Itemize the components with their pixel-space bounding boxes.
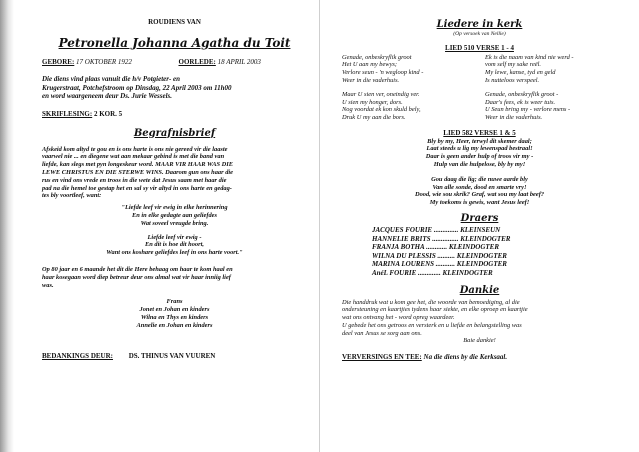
hymn-line: Gou daag die lig; die nuwe aarde bly [431,175,528,183]
bearer-dots: .......... [437,251,456,260]
thanks-line: wat ons ontvang het - word opreg waardeer. [342,314,455,322]
hymn-line: Laat steeds u lig my lewenspad bestraal! [426,145,533,153]
hymn1-right-column [485,54,617,122]
hymn-line: Daar is geen ander hulp of troos vir my - [425,153,534,161]
thanks-line: U gebede het ons getroos en versterk en u liefde en belangstelling was [342,321,522,329]
poem-line: Want ons koshare geliefdes leef in ons harte voort." [106,249,243,257]
tribute-line: Afskeid kom altyd te gou en is ons harte is ons nie gereed vir die laaste [42,145,228,153]
hymn-line: Weer in die vaderhuis. [485,114,543,122]
dates-row [42,58,307,67]
memorial-heading: ROUDIENS VAN [148,18,201,26]
bearer-dots: .............. [433,225,459,234]
left-page [0,0,319,452]
hymn-line: Bly by my, Heer, terwyl dit skemer daal; [427,137,532,145]
bearer-row [372,260,617,269]
hymn-line: U sien my honger, dors. [342,98,403,106]
refreshments-label: VERVERSINGS EN TEE: [342,353,422,362]
hymn-line: Is nutteloos verspeel. [485,76,540,84]
service-details [42,75,307,101]
hymn1-title: LIED 510 VERSE 1 - 4 [445,44,514,52]
family-line: Jonet en Johan en kinders [139,306,210,314]
bearer-row [372,252,617,261]
service-line: Krugerstraat, Potchefstroom op Dinsdag, 22 April 2003 om 11h00 [42,83,232,92]
thanks-close: Baie dankie! [463,337,496,345]
hymn-line: Daar's fees, ek is weer tuis. [485,98,556,106]
service-line: Die diens vind plaas vanuit die h/v Potgieter- en [42,75,181,84]
hymn-line: Dood, wie sou skrik? Graf, wat sou my laat beef? [414,191,545,199]
hymn-line: Nog voordat ek kon skuld bely, [342,106,421,114]
thanks-by-label: BEDANKINGS DEUR: [42,351,113,360]
bearer-relation: KLEINDOGTER [456,251,507,260]
poem-line: Wat soveel vreugde bring. [140,219,209,227]
hymn-line: My lewe, kanse, tyd en geld [485,69,556,77]
poem [42,204,307,257]
scripture-reading [42,110,307,119]
hymns-heading: Liedere in kerk [436,19,523,30]
bearer-name: HANNELIE BRITS [372,234,431,243]
tribute-line: pad na die hemel toe gestap het en sal sy vir altyd in ons harte en gedag- [42,184,232,192]
hymn-line: My toekoms is gewis, want Jesus leef! [429,199,530,207]
family-list [42,298,307,329]
closing-line: haar kosegaan word diep betreur deur ons almal wat vir haar inniig lief [42,273,231,281]
hymn1-verses [342,54,617,122]
tribute-line: vaarwel nie ... en diegene wat aan mekaar gebind is met die band van [42,153,225,161]
hymn2-title: LIED 582 VERSE 1 & 5 [443,128,516,137]
tribute-line: liefde, kan slegs met pyn longeskeur word. MAAR VIR HAAR WAS DIE [42,161,233,169]
deceased-name: Petronella Johanna Agatha du Toit [58,35,291,50]
right-page [320,0,639,452]
bearer-dots: ............... [432,234,459,243]
poem-line: "Liefde leef vir ewig in elke herinnering [121,204,228,212]
poem-line: En in elke gedagte aan geliefdes [131,211,218,219]
bearers-heading: Draers [460,212,499,224]
bearer-relation: KLEINDOGTER [456,260,507,269]
bearer-dots: ............ [426,243,448,252]
tribute-text [42,146,307,201]
bearer-relation: KLEINSEUN [460,225,501,234]
bearer-dots: ........... [435,260,456,269]
died-label: OORLEDE: [178,57,216,66]
hymn-line: Van alle sonde, dood en smarte vry! [432,183,527,191]
tribute-line: LEWE CHRISTUS EN DIE STERWE WINS. Daarom gun ons haar die [42,168,234,176]
hymns-subheading: (Op versoek van Nellie) [453,31,506,37]
bearer-relation: KLEINDOGTER [460,234,511,243]
thanks-line: ondersteuning en kaartjies tydens haar siekte, en elke oproep en kaartjie [342,306,528,314]
hymn1-left-column [342,54,474,122]
hymn-line: Verlore seun - 'n wegloop kind - [342,69,424,77]
refreshments-value: Na die diens by die Kerksaal. [423,353,508,362]
thanks-by-value: DS. THINUS VAN VUUREN [128,351,216,360]
poem-line: Liefde leef vir ewig - [147,233,202,241]
closing-text [42,266,307,289]
closing-line: Op 80 jaar en 6 maande het dit die Here behaag om haar te kom haal en [42,265,233,273]
bearer-name: WILNA DU PLESSIS [372,251,436,260]
reading-label: SKRIFLESING: [42,109,93,118]
thanks-line: deel van Jesus se sorg aan ons. [342,329,422,337]
born-date: 17 OKTOBER 1922 [76,57,132,66]
bearer-name: AnéL FOURIE [372,268,417,277]
hymn-line: U Seun bring my - verlore mens - [485,106,571,114]
thanks-line: Die handdruk wat u kom gee het, die woorde van bemoediging, al die [342,298,520,306]
bearer-relation: KLEINDOGTER [442,268,493,277]
tribute-line: tes bly voortleef, want: [42,192,102,200]
hymn-line: Druk U my aan die bors. [342,114,406,122]
thanks-heading: Dankie [459,284,500,296]
family-label: Frans [166,298,183,306]
hymn-line: vom self my sake reël. [485,61,542,69]
family-line: Wilna en Thys en kinders [140,313,209,321]
bearer-row [372,269,617,278]
bearer-dots: ............. [418,268,441,277]
tribute-line: rus en vind ons vrede en troos in die wete dat Jesus saam met haar die [42,176,227,184]
hymn-line: Maar U sien ver, oneindig ver. [342,90,420,98]
born-label: GEBORE: [42,57,75,66]
bearer-row [372,235,617,244]
hymn-line: Genade, onbeskryflik groot - [485,90,559,98]
bearer-name: FRANJA BOTHA [372,243,425,252]
family-line: Annelie en Johan en kinders [136,321,213,329]
hymn-line: Genade, onbeskryflik groot [342,53,412,61]
hymn-line: Hulp van die hulpelose, bly by my! [433,160,526,168]
died-date: 18 APRIL 2003 [217,57,261,66]
refreshments-row [342,353,617,362]
poem-line: En dit is hoe dit hoort, [145,241,204,249]
bearer-relation: KLEINDOGTER [448,243,500,252]
bearer-name: JACQUES FOURIE [372,225,433,234]
hymn2-verses [342,138,617,207]
hymn-line: Het U aan my bewys; [342,61,398,69]
bearer-name: MARINA LOURENS [372,260,435,269]
closing-line: was. [42,281,54,289]
tribute-heading: Begrafnisbrief [133,127,216,139]
thanks-text [342,299,617,346]
reading-value: 2 KOR. 5 [93,109,123,118]
bearer-row [372,226,617,235]
hymn-line: Weer in die vaderhuis. [342,76,400,84]
thanks-by-row [42,352,307,361]
bearers-list [342,226,617,278]
bearer-row [372,243,617,252]
service-line: en word waargeneem deur Ds. Jurie Wessels. [42,92,173,101]
hymn-line: Ek is die naam van kind nie werd - [485,53,574,61]
